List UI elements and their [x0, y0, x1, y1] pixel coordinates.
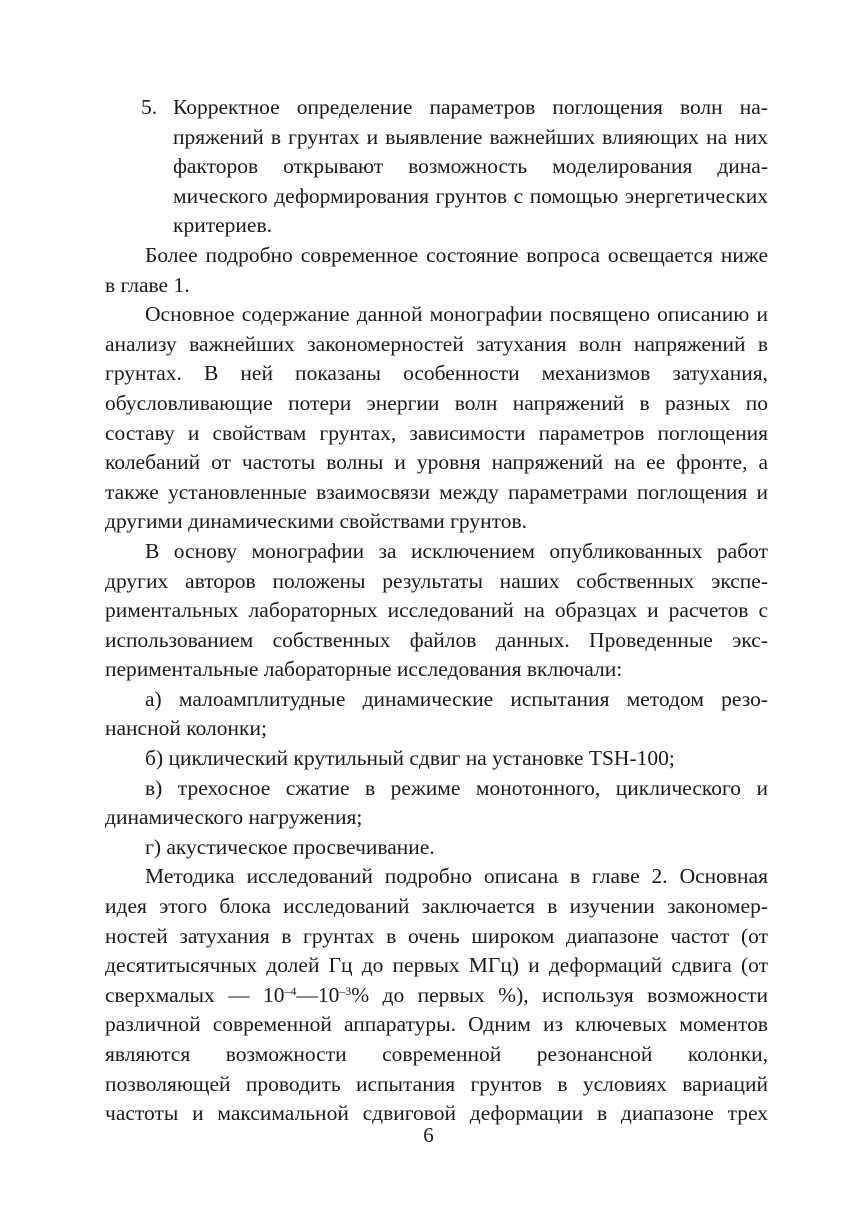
methodology-dash: —10: [296, 982, 340, 1007]
list-item-number: 5.: [141, 95, 158, 119]
paragraph-main-content: Основное содержание данной монографии посвящено описанию и анализу важнейших закономерностей затухания волн напряжений в грунтах. В ней показаны особенности механизмов затухания, обусловливающие потери энергии волн напряжений в разных по составу и свойствам грунтах, зависимости параметров поглощения колебаний от частоты волны и уровня напряжений на ее фронте, а также установленные взаимосвязи между параметрами поглощения и другими динамическими свойствами грунтов.: [105, 302, 768, 534]
list-item-v: в) трехосное сжатие в режиме монотонного, циклического и динамического нагружения;: [105, 775, 768, 830]
methodology-text-1: Методика исследований подробно описана в главе 2. Основная идея этого блока исследований заключается в изучении закономерностей затухания в грунтах в очень широком диапазоне частот (от десятитысячных долей Гц до первых МГц) и деформаций сдвига (от сверхмалых — 10: [105, 864, 768, 1007]
exponent-1: –4: [284, 983, 297, 998]
paragraph-chapter-ref: Более подробно современное состояние вопроса освещается ниже в главе 1.: [105, 242, 768, 297]
paragraph-methodology: [105, 862, 768, 1128]
list-item-b: б) циклический крутильный сдвиг на установке TSH-100;: [145, 746, 675, 771]
page-number: 6: [423, 1123, 434, 1147]
paragraph-basis: В основу монографии за исключением опубликованных работ других авторов положены результаты наших собственных экспериментальных лабораторных исследований на образцах и расчетов с использованием собственных файлов данных. Проведенные экспериментальные лабораторные исследования включали:: [105, 538, 768, 682]
list-item-g: г) акустическое просвечивание.: [145, 834, 435, 859]
body-text: [105, 93, 768, 1129]
exponent-2: –3: [339, 983, 352, 998]
methodology-text-2: % до первых %), используя возможности различной современной аппаратуры. Одним из ключевых моментов являются возможности современной резонансной колонки, позволяющей проводить испытания грунтов в условиях вариаций частоты и максимальной сдвиговой деформации в диапазоне трех: [105, 982, 768, 1126]
list-item-5: [105, 93, 768, 241]
list-item-a: а) малоамплитудные динамические испытания методом резонансной колонки;: [105, 686, 768, 741]
list-item-text: Корректное определение параметров поглощения волн напряжений в грунтах и выявление важнейших влияющих на них факторов открывают возможность моделирования динамического деформирования грунтов с помощью энергетических критериев.: [173, 95, 768, 238]
